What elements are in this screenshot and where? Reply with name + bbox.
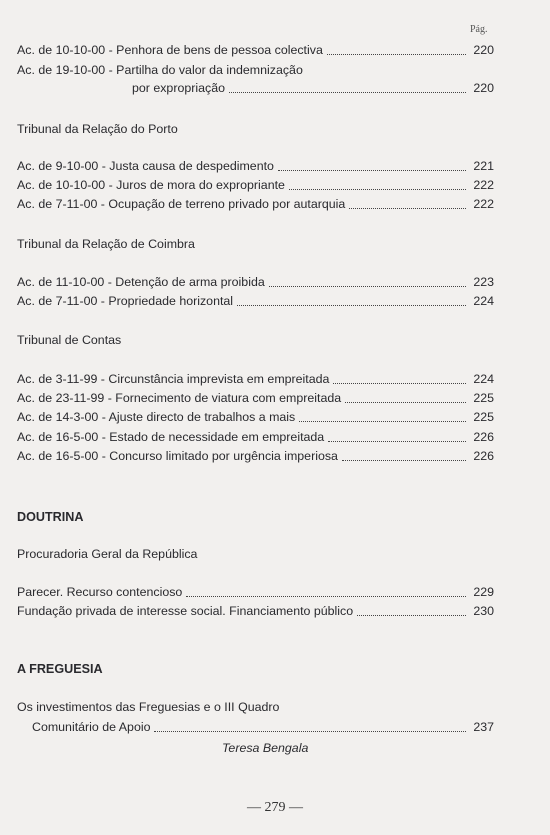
toc-entry xyxy=(17,388,494,406)
toc-entry xyxy=(17,446,494,464)
dot-leader xyxy=(237,303,466,306)
toc-entry-text: Ac. de 9-10-00 - Justa causa de despedimento xyxy=(17,159,274,173)
section-title: Tribunal da Relação de Coimbra xyxy=(17,237,195,251)
toc-entry-page: 222 xyxy=(473,178,494,192)
toc-entry-text: Ac. de 11-10-00 - Detenção de arma proibida xyxy=(17,275,265,289)
dot-leader xyxy=(269,284,466,287)
section-title: Tribunal da Relação do Porto xyxy=(17,122,178,136)
toc-entry-text: Ac. de 7-11-00 - Propriedade horizontal xyxy=(17,294,234,308)
toc-entry-page: 226 xyxy=(473,430,494,444)
toc-entry-text: Ac. de 16-5-00 - Concurso limitado por urgência imperiosa xyxy=(17,449,338,463)
dot-leader xyxy=(278,168,466,171)
dot-leader xyxy=(342,458,466,461)
toc-entry-page: 225 xyxy=(473,410,494,424)
dot-leader xyxy=(154,729,466,732)
toc-entry xyxy=(17,175,494,193)
toc-entry-text: Ac. de 7-11-00 - Ocupação de terreno privado por autarquia xyxy=(17,197,346,211)
toc-entry-page: 221 xyxy=(473,159,494,173)
toc-entry xyxy=(17,407,494,425)
toc-entry-text: Ac. de 19-10-00 - Partilha do valor da indemnização xyxy=(17,63,303,77)
page-number: — 279 — xyxy=(247,800,303,815)
toc-entry-page: 229 xyxy=(473,585,494,599)
page-column-label: Pág. xyxy=(470,24,488,35)
section-heading: A FREGUESIA xyxy=(17,662,103,676)
toc-entry-text: Comunitário de Apoio xyxy=(32,720,151,734)
toc-entry-page: 220 xyxy=(473,43,494,57)
toc-entry xyxy=(132,78,494,96)
toc-entry xyxy=(17,272,494,290)
toc-entry xyxy=(17,156,494,174)
toc-entry-page: 230 xyxy=(473,604,494,618)
toc-entry-page: 223 xyxy=(473,275,494,289)
author-name: Teresa Bengala xyxy=(222,741,309,755)
dot-leader xyxy=(357,613,466,616)
dot-leader xyxy=(327,52,466,55)
toc-entry-page: 224 xyxy=(473,372,494,386)
toc-entry-page: 225 xyxy=(473,391,494,405)
toc-entry-text: por expropriação xyxy=(132,81,225,95)
toc-entry-text: Ac. de 3-11-99 - Circunstância imprevista em empreitada xyxy=(17,372,330,386)
toc-entry xyxy=(17,291,494,309)
section-heading: DOUTRINA xyxy=(17,510,84,524)
toc-entry-text: Ac. de 10-10-00 - Juros de mora do expropriante xyxy=(17,178,285,192)
dot-leader xyxy=(345,400,466,403)
toc-entry-text: Parecer. Recurso contencioso xyxy=(17,585,183,599)
toc-entry xyxy=(17,601,494,619)
toc-entry xyxy=(17,40,494,58)
dot-leader xyxy=(289,187,466,190)
toc-entry-page: 226 xyxy=(473,449,494,463)
dot-leader xyxy=(186,594,466,597)
toc-entry-text: Fundação privada de interesse social. Financiamento público xyxy=(17,604,354,618)
dot-leader xyxy=(333,381,466,384)
dot-leader xyxy=(349,206,466,209)
toc-entry xyxy=(32,717,494,735)
toc-entry xyxy=(17,427,494,445)
toc-entry-text: Ac. de 16-5-00 - Estado de necessidade em empreitada xyxy=(17,430,325,444)
toc-entry-page: 237 xyxy=(473,720,494,734)
dot-leader xyxy=(328,439,466,442)
toc-entry-page: 220 xyxy=(473,81,494,95)
toc-entry xyxy=(17,194,494,212)
section-title: Tribunal de Contas xyxy=(17,333,122,347)
toc-entry xyxy=(17,582,494,600)
toc-entry-text: Ac. de 14-3-00 - Ajuste directo de trabalhos a mais xyxy=(17,410,296,424)
dot-leader xyxy=(229,90,466,93)
toc-entry xyxy=(17,369,494,387)
toc-entry-page: 224 xyxy=(473,294,494,308)
toc-entry-text: Os investimentos das Freguesias e o III Quadro xyxy=(17,700,280,714)
toc-entry-text: Ac. de 10-10-00 - Penhora de bens de pessoa colectiva xyxy=(17,43,323,57)
toc-entry-text: Ac. de 23-11-99 - Fornecimento de viatura com empreitada xyxy=(17,391,342,405)
section-title: Procuradoria Geral da República xyxy=(17,547,198,561)
toc-entry-page: 222 xyxy=(473,197,494,211)
dot-leader xyxy=(299,419,466,422)
